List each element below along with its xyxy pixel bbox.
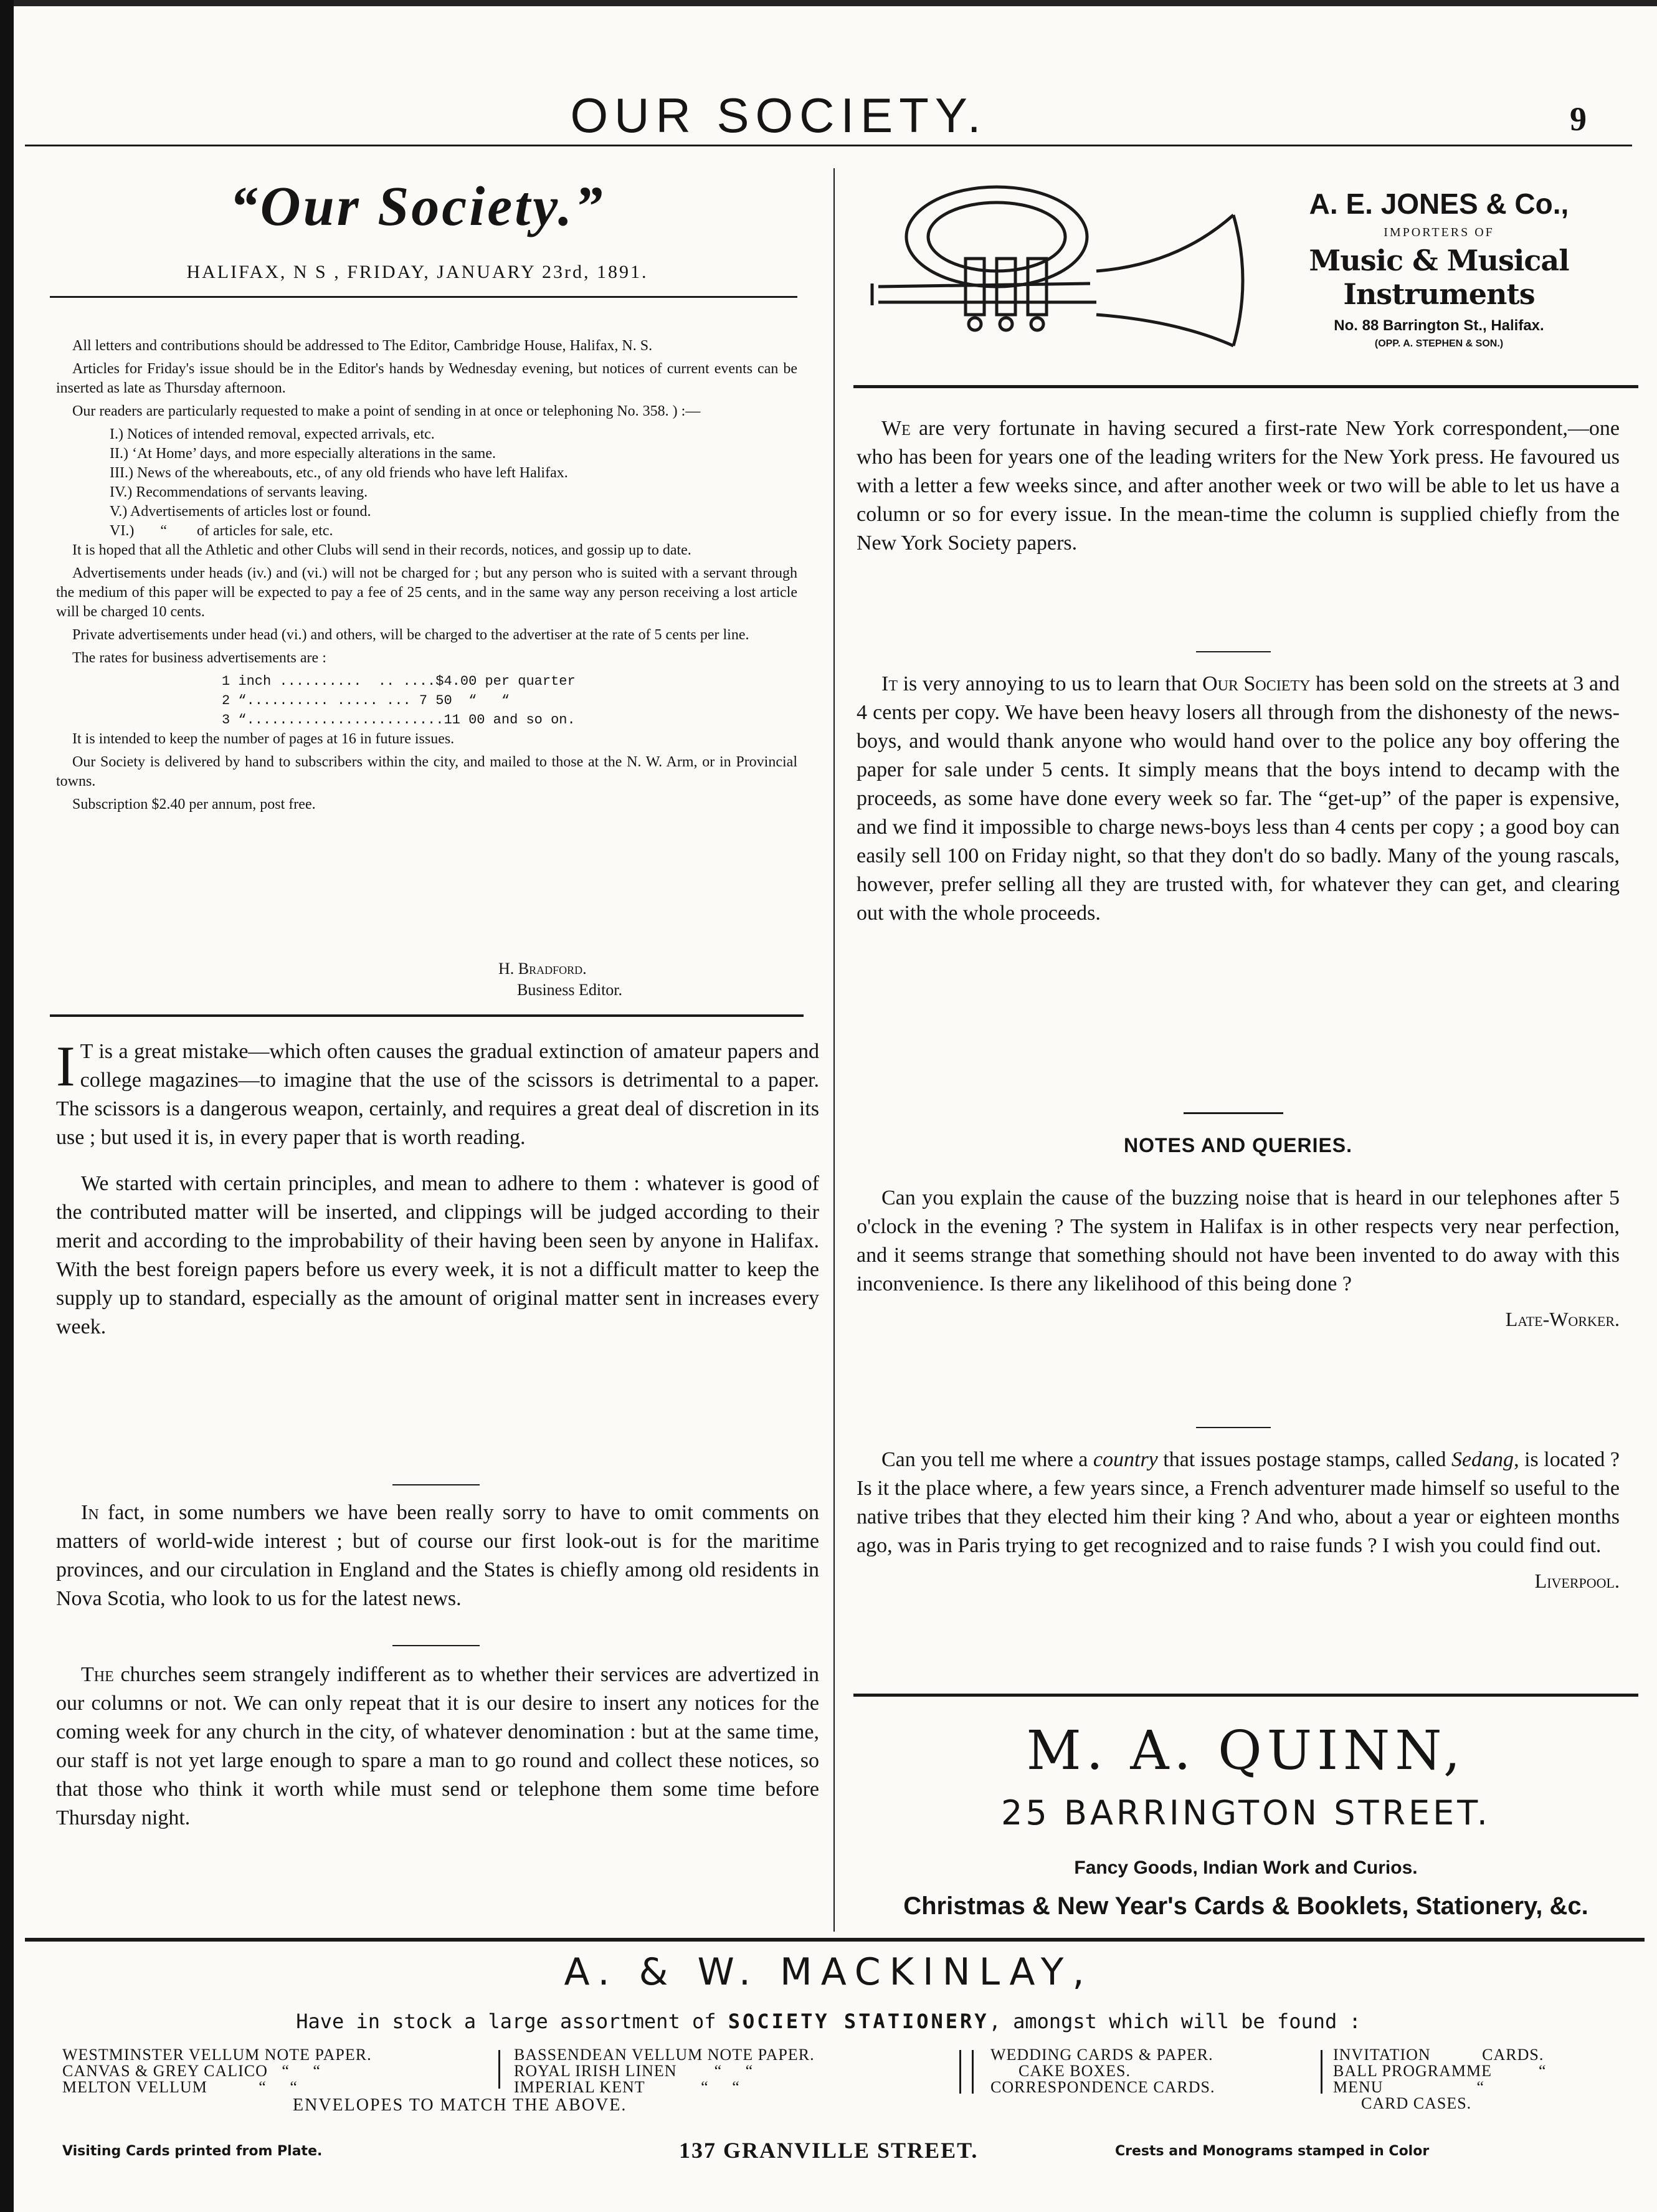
query-text: Can you explain the cause of the buzzing noise that is heard in our telephones after 5 o'clock in the evening ? The system in Halifax is in other respects very near perfection, and it seems strange that something should not have been invented to do away with this inconvenience. Is there any likelihood of this being done ?	[857, 1186, 1620, 1295]
notice-item: III.) News of the whereabouts, etc., of any old friends who have left Halifax.	[110, 465, 568, 481]
stock-emphasis: SOCIETY STATIONERY	[728, 2009, 989, 2033]
list-divider	[498, 2050, 500, 2089]
query-text-part: that issues postage stamps, called	[1157, 1448, 1451, 1471]
article-paragraph: We started with certain principles, and mean to adhere to them : whatever is good of the contributed matter will be inserted, and clippings will be judged according to their merit and according to the improbability of their having been seen by anyone in Halifax. With the best foreign papers before us every week, it is not a difficult matter to keep the supply up to standard, especially as the amount of original matter sent in increases every week.	[56, 1172, 819, 1338]
jones-name: A. E. JONES & Co.,	[1309, 188, 1569, 220]
notice-paragraph: Advertisements under heads (iv.) and (vi.) will not be charged for ; but any person who is suited with a servant through the medium of this paper will be expected to pay a fee of 25 cents, and in the same way any person receiving a lost article will be charged 10 cents.	[56, 565, 797, 620]
left-article-continued	[56, 1499, 819, 1631]
notice-paragraph: Private advertisements under head (vi.) and others, will be charged to the advertiser at the rate of 5 cents per line.	[72, 627, 749, 643]
article-text: churches seem strangely indifferent as to whether their services are advertized in our columns or not. We can only repeat that it is our desire to insert any notices for the coming week for any church in the city, of whatever denomination : but at the same time, our staff is not yet large enough to spare a man to go round and collect these notices, so that those who think it worth while must send or telephone them some time before Thursday night.	[56, 1663, 819, 1829]
article-paragraph	[56, 1034, 819, 1152]
editorial-notice	[56, 336, 797, 818]
notice-end-rule	[50, 1014, 804, 1017]
page-top-edge	[0, 0, 1657, 6]
lead-word: It	[881, 672, 898, 695]
list-divider	[972, 2050, 974, 2094]
query-text-part: , is located ? Is it the place where, a few years since, a French adventurer made himself so useful to the native tribes that they elected him their king ? And who, about a year or eighteen months ago, was in Paris trying to get recognized and to raise funds ? I wish you could find out.	[857, 1448, 1620, 1557]
brass-horn-illustration-icon	[853, 178, 1252, 352]
section-divider	[1196, 651, 1271, 652]
quinn-name: M. A. QUINN,	[1026, 1720, 1466, 1782]
signature-title: Business Editor.	[517, 981, 623, 999]
notice-paragraph: Our readers are particularly requested to make a point of sending in at once or telephoning No. 358. ) :—	[72, 403, 701, 419]
article-text: is very annoying to us to learn that	[897, 672, 1203, 695]
dateline-rule	[50, 296, 797, 298]
ornamental-divider	[1184, 1112, 1283, 1114]
left-article	[56, 1034, 819, 1359]
query-text	[857, 1446, 1620, 1560]
rate-line: 2 “.......... ..... ... 7 50 “ “	[222, 693, 510, 708]
article-paragraph	[56, 1661, 819, 1833]
page-number: 9	[1570, 100, 1587, 138]
query-one	[857, 1184, 1620, 1333]
lead-word: The	[81, 1663, 114, 1686]
stationery-list-col-2: BASSENDEAN VELLUM NOTE PAPER. ROYAL IRISH LINEN “ “ IMPERIAL KENT “ “	[514, 2046, 815, 2096]
right-article-newsboys	[857, 670, 1620, 945]
ad-rule	[853, 1694, 1638, 1697]
query-emphasis: Sedang	[1451, 1448, 1514, 1471]
header-rule	[25, 145, 1632, 146]
query-two	[857, 1446, 1620, 1595]
notice-item: II.) ‘At Home’ days, and more especially alterations in the same.	[110, 446, 496, 462]
notice-paragraph: Articles for Friday's issue should be in the Editor's hands by Wednesday evening, but notices of current events can be inserted as late as Thursday afternoon.	[56, 361, 797, 396]
article-paragraph	[857, 414, 1620, 558]
quinn-advertisement	[853, 1720, 1638, 1920]
jones-importers: IMPORTERS OF	[1384, 226, 1494, 239]
notice-paragraph: It is intended to keep the number of pages at 16 in future issues.	[72, 731, 455, 747]
section-divider	[392, 1484, 480, 1485]
article-text: has been sold on the streets at 3 and 4 cents per copy. We have been heavy losers all through from the dishonesty of the news-boys, and would thank anyone who would hand over to the police any boy offering the paper for sale under 5 cents. It simply means that the boys intend to decamp with the proceeds, as some have done every week so far. The “get-up” of the paper is expensive, and we find it impossible to charge news-boys less than 4 cents per copy ; a good boy can easily sell 100 on Friday night, so that they don't do so badly. Many of the young rascals, however, prefer selling all they are trusted with, for whatever they can get, and clearing out with the whole proceeds.	[857, 672, 1620, 925]
list-divider	[1321, 2050, 1322, 2094]
notice-paragraph: It is hoped that all the Athletic and other Clubs will send in their records, notices, and gossip up to date.	[72, 542, 691, 558]
jones-goods: Music & Musical Instruments	[1309, 244, 1569, 311]
rate-line: 1 inch .......... .. ....$4.00 per quarter	[222, 674, 576, 689]
stationery-list-col-4: INVITATION CARDS. BALL PROGRAMME “ MENU “ CARD CASES.	[1333, 2046, 1547, 2112]
rate-line: 3 “........................11 00 and so on.	[222, 712, 576, 728]
notice-item: V.) Advertisements of articles lost or found.	[110, 503, 371, 520]
masthead-title: “Our Society.”	[229, 176, 605, 237]
dateline: HALIFAX, N S , FRIDAY, JANUARY 23rd, 1891.	[186, 262, 648, 282]
lead-word: In	[81, 1501, 99, 1524]
signature-name: H. Bradford.	[498, 960, 587, 978]
query-emphasis: country	[1093, 1448, 1158, 1471]
footer-ad-rule	[25, 1938, 1645, 1942]
article-text: fact, in some numbers we have been really sorry to have to omit comments on matters of world-wide interest ; but of course our first look-out is for the maritime provinces, and our circulation in England and the States is chiefly among old residents in Nova Scotia, who look to us for the latest news.	[56, 1501, 819, 1610]
stationery-list-col-1: WESTMINSTER VELLUM NOTE PAPER. CANVAS & GREY CALICO “ “ MELTON VELLUM “ “	[62, 2046, 372, 2096]
mackinlay-name: A. & W. MACKINLAY,	[564, 1950, 1093, 1994]
paper-name: Our Society	[1202, 672, 1311, 695]
notice-item: I.) Notices of intended removal, expected arrivals, etc.	[110, 426, 435, 442]
mackinlay-stock-line	[0, 2009, 1657, 2033]
quinn-cards: Christmas & New Year's Cards & Booklets, Stationery, &c.	[903, 1892, 1588, 1920]
mackinlay-address: 137 GRANVILLE STREET.	[679, 2138, 979, 2163]
column-divider	[833, 168, 835, 1932]
notes-and-queries	[857, 1134, 1620, 1157]
notice-item: VI.) “ of articles for sale, etc.	[110, 523, 333, 539]
notice-paragraph: The rates for business advertisements are :	[72, 650, 326, 666]
quinn-goods: Fancy Goods, Indian Work and Curios.	[1074, 1857, 1418, 1878]
drop-cap: I	[56, 1034, 75, 1098]
notice-paragraph: All letters and contributions should be addressed to The Editor, Cambridge House, Halifax, N. S.	[72, 338, 653, 354]
lead-word: We	[881, 417, 911, 440]
right-article	[857, 414, 1620, 575]
quinn-street: 25 BARRINGTON STREET.	[1001, 1793, 1491, 1833]
jones-opposite: (OPP. A. STEPHEN & SON.)	[1374, 338, 1504, 349]
stationery-list-col-3: WEDDING CARDS & PAPER. CAKE BOXES. CORRESPONDENCE CARDS.	[990, 2046, 1215, 2096]
query-signature: Late-Worker.	[1505, 1308, 1620, 1330]
page-binding-edge	[0, 0, 14, 2212]
notice-paragraph: Subscription $2.40 per annum, post free.	[72, 796, 316, 813]
query-signature: Liverpool.	[1534, 1570, 1620, 1592]
stock-text: , amongst which will be found :	[989, 2009, 1361, 2033]
visiting-cards-note: Visiting Cards printed from Plate.	[62, 2143, 323, 2159]
query-text-part: Can you tell me where a	[881, 1448, 1093, 1471]
article-text: are very fortunate in having secured a first-rate New York correspondent,—one who has been for years one of the leading writers for the New York press. He favoured us with a letter a few weeks since, and after another week or two will be able to let us have a column or so for every issue. In the mean-time the column is supplied chiefly from the New York Society papers.	[857, 417, 1620, 555]
crests-note: Crests and Monograms stamped in Color	[1115, 2143, 1430, 2159]
section-divider	[1196, 1427, 1271, 1428]
article-paragraph	[56, 1499, 819, 1613]
article-text: T is a great mistake—which often causes the gradual extinction of amateur papers and college magazines—to imagine that the use of the scissors is detrimental to a paper. The scissors is a dangerous weapon, certainly, and requires a great deal of discretion in its use ; but used it is, in every paper that is worth reading.	[56, 1040, 819, 1149]
notice-paragraph: Our Society is delivered by hand to subscribers within the city, and mailed to those at the N. W. Arm, or in Provincial towns.	[56, 754, 797, 789]
notice-item: IV.) Recommendations of servants leaving.	[110, 484, 368, 500]
jones-advertisement	[1240, 187, 1638, 350]
left-article-churches	[56, 1661, 819, 1850]
ad-rule	[853, 385, 1638, 388]
list-divider	[959, 2050, 961, 2094]
stock-text: Have in stock a large assortment of	[296, 2009, 728, 2033]
running-head: OUR SOCIETY.	[570, 88, 987, 143]
jones-address: No. 88 Barrington St., Halifax.	[1334, 317, 1544, 334]
business-editor-signature	[498, 958, 797, 1001]
article-paragraph	[857, 670, 1620, 928]
section-divider	[392, 1645, 480, 1646]
notes-heading: NOTES AND QUERIES.	[1123, 1134, 1353, 1156]
envelopes-line: ENVELOPES TO MATCH THE ABOVE.	[293, 2095, 627, 2115]
